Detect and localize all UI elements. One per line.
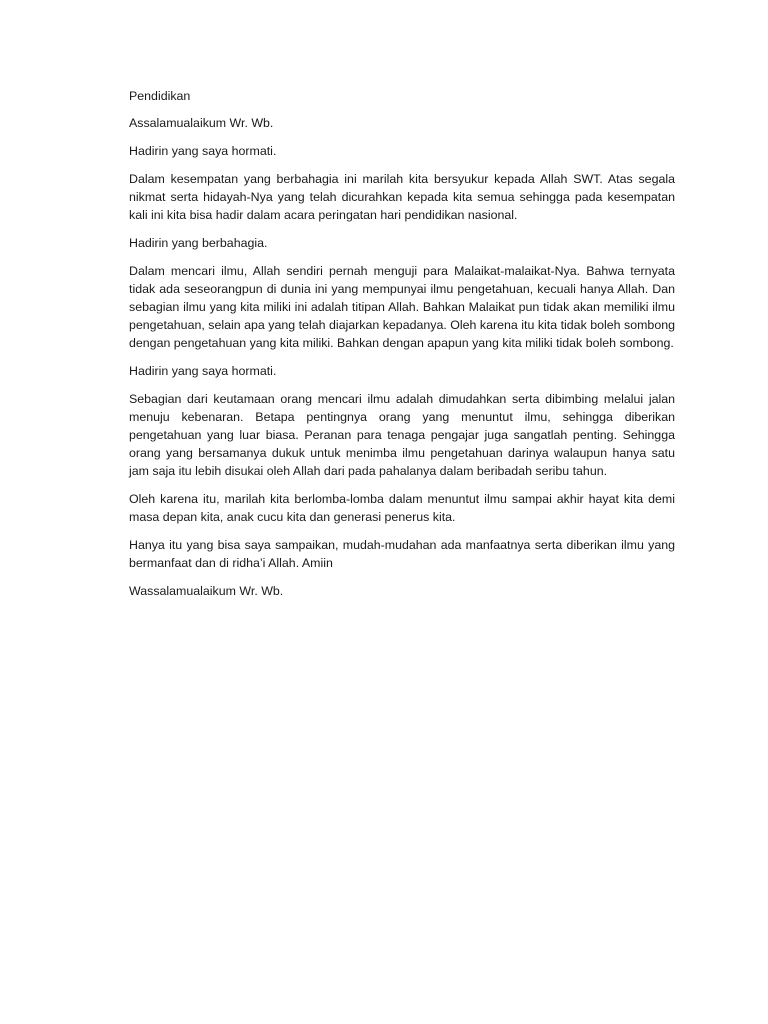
salutation-1: Hadirin yang saya hormati. [129,144,277,158]
salutation-2: Hadirin yang berbahagia. [129,236,268,250]
paragraph-call-to-action: Oleh karena itu, marilah kita berlomba-lomba dalam menuntut ilmu sampai akhir hayat kita demi masa depan kita, anak cucu kita dan generasi penerus kita. [129,492,675,524]
paragraph-gratitude: Dalam kesempatan yang berbahagia ini marilah kita bersyukur kepada Allah SWT. Atas segala nikmat serta hidayah-Nya yang telah dicurahkan kepada kita semua sehingga pada kesempatan kali ini kita bisa hadir dalam acara peringatan hari pendidikan nasional. [129,172,675,222]
paragraph-knowledge: Dalam mencari ilmu, Allah sendiri pernah menguji para Malaikat-malaikat-Nya. Bahwa ternyata tidak ada seseorangpun di dunia ini yang mempunyai ilmu pengetahuan, kecuali hanya Allah. Dan sebagian ilmu yang kita miliki ini adalah titipan Allah. Bahkan Malaikat pun tidak akan memiliki ilmu pengetahuan, selain apa yang telah diajarkan kepadanya. Oleh karena itu kita tidak boleh sombong dengan pengetahuan yang kita miliki. Bahkan dengan apapun yang kita miliki tidak boleh sombong. [129,264,675,350]
document-title: Pendidikan [129,89,191,103]
salutation-3: Hadirin yang saya hormati. [129,364,277,378]
document-body [129,87,675,610]
greeting-opening: Assalamualaikum Wr. Wb. [129,116,274,130]
paragraph-closing: Hanya itu yang bisa saya sampaikan, mudah-mudahan ada manfaatnya serta diberikan ilmu yang bermanfaat dan di ridha’i Allah. Amiin [129,538,675,570]
paragraph-virtue: Sebagian dari keutamaan orang mencari ilmu adalah dimudahkan serta dibimbing melalui jalan menuju kebenaran. Betapa pentingnya orang yang menuntut ilmu, sehingga diberikan pengetahuan yang luar biasa. Peranan para tenaga pengajar juga sangatlah penting. Sehingga orang yang bersamanya dukuk untuk menimba ilmu pengetahuan darinya walaupun hanya satu jam saja itu lebih disukai oleh Allah dari pada pahalanya dalam beribadah seribu tahun. [129,392,675,478]
greeting-closing: Wassalamualaikum Wr. Wb. [129,584,284,598]
